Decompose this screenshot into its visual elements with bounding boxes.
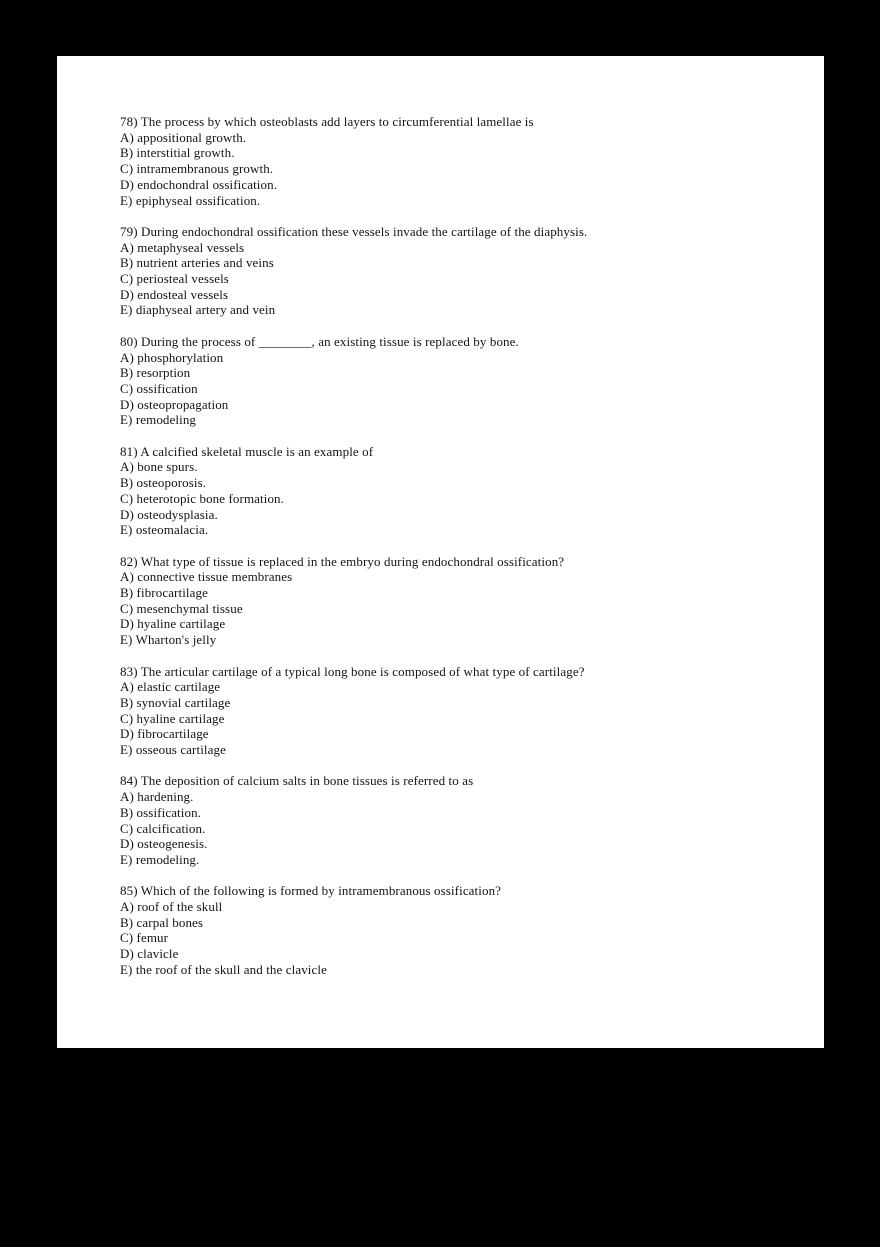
answer-option-c: C) hyaline cartilage [120,710,225,726]
answer-option-c: C) intramembranous growth. [120,161,274,177]
question-block-84 [120,773,794,867]
answer-option-c: C) femur [120,930,169,946]
question-text: 80) During the process of ________, an existing tissue is replaced by bone. [120,333,519,349]
answer-option-e: E) osteomalacia. [120,522,209,538]
answer-option-a: A) appositional growth. [120,129,247,145]
answer-option-e: E) remodeling [120,412,197,428]
answer-option-c: C) calcification. [120,820,206,836]
answer-option-e: E) remodeling. [120,851,200,867]
answer-option-d: D) endosteal vessels [120,286,229,302]
question-block-83 [120,664,794,758]
document-page [57,56,824,1048]
answer-option-a: A) metaphyseal vessels [120,239,245,255]
answer-option-e: E) Wharton's jelly [120,632,217,648]
answer-option-d: D) fibrocartilage [120,726,209,742]
question-block-85 [120,883,794,977]
answer-option-a: A) hardening. [120,789,194,805]
question-text: 82) What type of tissue is replaced in the embryo during endochondral ossification? [120,553,565,569]
answer-option-d: D) osteodysplasia. [120,506,218,522]
answer-option-b: B) nutrient arteries and veins [120,255,274,271]
answer-option-d: D) endochondral ossification. [120,176,278,192]
question-text: 78) The process by which osteoblasts add layers to circumferential lamellae is [120,114,534,129]
question-text: 85) Which of the following is formed by intramembranous ossification? [120,883,502,899]
answer-option-b: B) synovial cartilage [120,694,231,710]
question-text: 83) The articular cartilage of a typical long bone is composed of what type of cartilage? [120,663,585,679]
question-text: 81) A calcified skeletal muscle is an example of [120,443,374,459]
answer-option-b: B) osteoporosis. [120,475,207,491]
answer-option-c: C) ossification [120,380,198,396]
answer-option-b: B) interstitial growth. [120,145,235,161]
answer-option-d: D) hyaline cartilage [120,616,226,632]
answer-option-b: B) ossification. [120,804,202,820]
question-block-82 [120,554,794,648]
answer-option-c: C) mesenchymal tissue [120,600,243,616]
page-content [57,56,824,978]
question-text: 84) The deposition of calcium salts in bone tissues is referred to as [120,773,474,789]
question-block-80 [120,334,794,428]
answer-option-e: E) osseous cartilage [120,742,226,758]
question-text: 79) During endochondral ossification these vessels invade the cartilage of the diaphysis. [120,223,588,239]
answer-option-d: D) osteopropagation [120,396,229,412]
question-block-79 [120,224,794,318]
answer-option-c: C) periosteal vessels [120,271,229,287]
answer-option-b: B) carpal bones [120,914,204,930]
answer-option-a: A) connective tissue membranes [120,569,293,585]
answer-option-c: C) heterotopic bone formation. [120,490,285,506]
answer-option-d: D) clavicle [120,946,179,962]
answer-option-b: B) resorption [120,365,191,381]
answer-option-b: B) fibrocartilage [120,585,208,601]
answer-option-a: A) bone spurs. [120,459,198,475]
answer-option-a: A) roof of the skull [120,899,223,915]
question-block-78 [120,114,794,208]
answer-option-d: D) osteogenesis. [120,836,208,852]
answer-option-e: E) epiphyseal ossification. [120,192,261,208]
answer-option-a: A) phosphorylation [120,349,224,365]
question-block-81 [120,444,794,538]
answer-option-e: E) the roof of the skull and the clavicle [120,961,327,977]
answer-option-e: E) diaphyseal artery and vein [120,302,276,318]
answer-option-a: A) elastic cartilage [120,679,221,695]
